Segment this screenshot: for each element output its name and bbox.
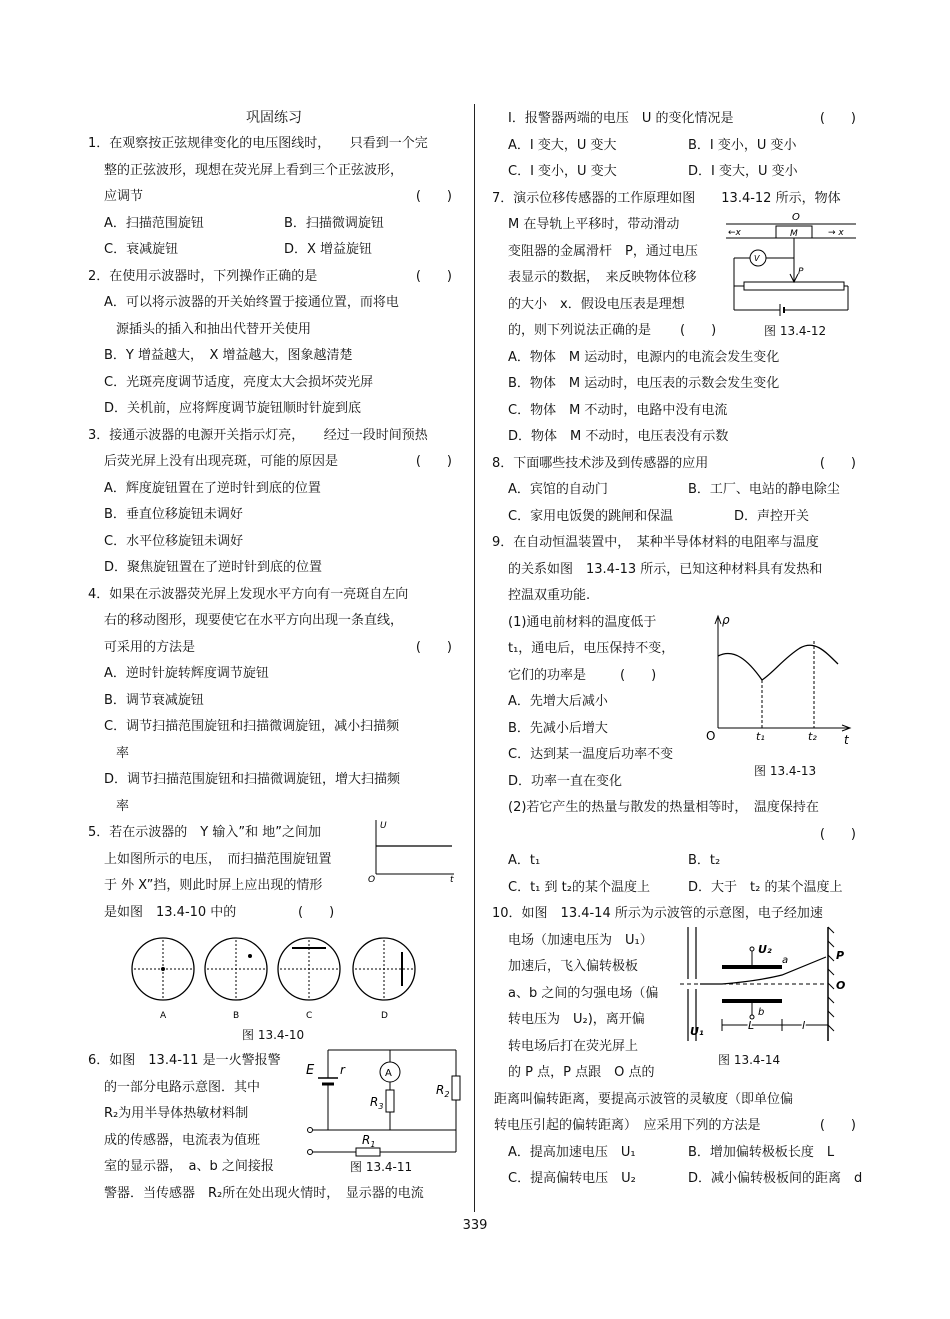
- option-a: A．提高加速电压 U₁: [508, 1144, 636, 1160]
- screen-b: [205, 938, 267, 1021]
- question-3: [88, 423, 460, 582]
- label-t1: t₁: [756, 730, 765, 743]
- option-b: B．Y 增益越大， X 增益越大，图象越清楚: [104, 348, 353, 363]
- question-text: a、b 之间的匀强电场（偏: [508, 985, 659, 1001]
- option-a: A．I 变大，U 变大: [508, 137, 617, 153]
- figure-caption: 图 13.4-14: [718, 1053, 781, 1067]
- label-l: l: [802, 1019, 806, 1032]
- question-text: 表显示的数据， 来反映物体位移: [508, 270, 697, 285]
- sub-question-1: t₁，通电后，电压保持不变，: [508, 641, 675, 656]
- figure-13-4-10: [88, 936, 460, 1048]
- label-u2: U₂: [758, 943, 772, 956]
- label-m: M: [790, 228, 798, 239]
- answer-paren: ( ): [620, 667, 657, 683]
- option-a: A．先增大后减小: [508, 694, 608, 709]
- label-o: O: [792, 211, 800, 223]
- graph-u-label: U: [380, 821, 387, 831]
- label-c: C: [306, 1011, 313, 1021]
- label-b: b: [758, 1007, 765, 1018]
- label-r2: $R_2$: [436, 1083, 450, 1099]
- option-d: D．声控开关: [734, 508, 810, 524]
- option-c: C．家用电饭煲的跳闸和保温: [508, 508, 674, 524]
- label-r1: $R_1$: [362, 1133, 376, 1149]
- option-a: A．物体 M 运动时，电源内的电流会发生变化: [508, 349, 780, 365]
- voltmeter-label: V: [754, 253, 760, 263]
- column-divider: [474, 104, 475, 1212]
- label-r: r: [340, 1063, 345, 1077]
- option-d: D．关机前，应将辉度调节旋钮顺时针旋到底: [104, 401, 362, 416]
- option-c: C．t₁ 到 t₂的某个温度上: [508, 879, 650, 895]
- option-b: B．扫描微调旋钮: [284, 215, 384, 231]
- voltage-graph: [368, 816, 460, 884]
- question-6: [88, 1048, 460, 1208]
- question-8: [492, 451, 864, 531]
- screen-options-figure: [130, 936, 430, 1022]
- question-1: [88, 131, 460, 264]
- question-text: 成的传感器，电流表为值班: [104, 1132, 261, 1148]
- displacement-sensor-figure: [724, 212, 858, 318]
- answer-paren: ( ): [415, 268, 452, 284]
- question-text: 可采用的方法是: [104, 639, 196, 655]
- option-c: C．物体 M 不动时，电路中没有电流: [508, 402, 728, 418]
- option-a: A．辉度旋钮置在了逆时针到底的位置: [104, 480, 321, 496]
- question-10: [492, 901, 864, 1193]
- question-text: 控温双重功能.: [508, 588, 591, 603]
- graph-o-label: O: [368, 875, 376, 884]
- question-2: [88, 264, 460, 423]
- figure-caption: 图 13.4-10: [242, 1028, 305, 1042]
- question-text: 变阻器的金属滑杆 P，通过电压: [508, 243, 698, 259]
- question-text: 距离叫偏转距离，要提高示波管的灵敏度（即单位偏: [494, 1091, 794, 1107]
- question-text: 的，则下列说法正确的是: [508, 323, 652, 338]
- question-text: 的一部分电路示意图．其中: [104, 1079, 261, 1095]
- question-7: [492, 186, 864, 451]
- question-9: [492, 530, 864, 901]
- question-text: 上如图所示的电压， 而扫描范围旋钮置: [104, 851, 332, 867]
- option-b: B．工厂、电站的静电除尘: [688, 482, 840, 497]
- option-d: D．大于 t₂ 的某个温度上: [688, 879, 843, 895]
- sub-question-2: (2)若它产生的热量与散发的热量相等时， 温度保持在: [508, 800, 819, 815]
- option-c: C．光斑亮度调节适度，亮度太大会损坏荧光屏: [104, 374, 374, 390]
- question-text: 后荧光屏上没有出现亮斑，可能的原因是: [104, 454, 339, 469]
- question-text: 8．下面哪些技术涉及到传感器的应用: [492, 455, 709, 471]
- question-text: 转电压引起的偏转距离） 应采用下列的方法是: [494, 1118, 761, 1133]
- question-text: 警器．当传感器 R₂所在处出现火情时， 显示器的电流: [104, 1185, 424, 1201]
- option-a: A．可以将示波器的开关始终置于接通位置，而将电: [104, 295, 399, 310]
- option-b: B．调节衰减旋钮: [104, 692, 204, 708]
- question-text: I．报警器两端的电压 U 的变化情况是: [508, 111, 734, 126]
- option-d: D．功率一直在变化: [508, 773, 623, 789]
- option-a: A．t₁: [508, 853, 541, 868]
- label-u1: U₁: [690, 1025, 704, 1038]
- answer-paren: ( ): [415, 454, 452, 469]
- page-number: 339: [462, 1218, 488, 1233]
- answer-paren: ( ): [298, 904, 335, 920]
- label-x-left: ←x: [728, 227, 741, 238]
- label-e: E: [306, 1063, 315, 1078]
- option-c: C．水平位移旋钮未调好: [104, 533, 244, 549]
- question-text: 应调节: [104, 189, 144, 204]
- question-text: R₂为用半导体热敏材料制: [104, 1106, 249, 1121]
- question-text: 于 外 X”挡，则此时屏上应出现的情形: [104, 878, 323, 893]
- label-b: B: [233, 1011, 240, 1021]
- question-text: 右的移动图形，现要使它在水平方向出现一条直线，: [104, 613, 404, 628]
- screen-a: [132, 938, 194, 1021]
- axis-rho: ρ: [722, 613, 730, 627]
- resistivity-graph: [704, 610, 854, 750]
- option-c: C．达到某一温度后功率不变: [508, 747, 674, 762]
- question-text: 3．接通示波器的电源开关指示灯亮， 经过一段时间预热: [88, 427, 428, 443]
- question-text: 9．在自动恒温装置中， 某种半导体材料的电阻率与温度: [492, 535, 819, 550]
- figure-caption: 图 13.4-13: [754, 764, 817, 778]
- option-b: B．垂直位移旋钮未调好: [104, 507, 243, 522]
- label-x-right: → x: [828, 227, 844, 238]
- label-o: O: [836, 979, 846, 992]
- screen-d: [353, 938, 415, 1021]
- answer-paren: ( ): [819, 826, 856, 842]
- option-d-cont: 率: [116, 798, 130, 814]
- option-c: C．衰减旋钮: [104, 242, 179, 257]
- label-l-cap: L: [748, 1019, 755, 1032]
- axis-origin: O: [706, 729, 716, 743]
- question-text: M 在导轨上平移时，带动滑动: [508, 217, 680, 232]
- sub-question-1: 它们的功率是: [508, 667, 587, 683]
- question-text: 2．在使用示波器时，下列操作正确的是: [88, 268, 318, 284]
- question-text: 1．在观察按正弦规律变化的电压图线时， 只看到一个完: [88, 136, 428, 151]
- figure-caption: 图 13.4-12: [764, 324, 827, 338]
- question-5: [88, 820, 460, 936]
- option-a-cont: 源插头的插入和抽出代替开关使用: [116, 321, 312, 337]
- right-column: [492, 106, 864, 1193]
- question-text: 室的显示器， a、b 之间接报: [104, 1159, 274, 1174]
- question-text: 7．演示位移传感器的工作原理如图 13.4-12 所示，物体: [492, 190, 841, 206]
- question-text: 整的正弦波形，现想在荧光屏上看到三个正弦波形，: [104, 162, 404, 178]
- label-p: P: [836, 949, 845, 962]
- option-a: A．宾馆的自动门: [508, 482, 608, 497]
- left-column: [88, 105, 460, 1208]
- option-b: B．I 变小，U 变小: [688, 137, 797, 153]
- answer-paren: ( ): [819, 1118, 856, 1133]
- option-d: D．减小偏转极板间的距离 d: [688, 1171, 863, 1186]
- option-d: D．调节扫描范围旋钮和扫描微调旋钮，增大扫描频: [104, 772, 401, 787]
- graph-t-label: t: [450, 875, 454, 884]
- option-b: B．t₂: [688, 853, 721, 868]
- option-c-cont: 率: [116, 745, 130, 761]
- section-title: 巩固练习: [246, 110, 302, 126]
- question-text: 10．如图 13.4-14 所示为示波管的示意图，电子经加速: [492, 906, 823, 921]
- option-b: B．物体 M 运动时，电压表的示数会发生变化: [508, 376, 780, 391]
- option-d: D．物体 M 不动时，电压表没有示数: [508, 429, 729, 444]
- label-d: D: [381, 1011, 388, 1021]
- answer-paren: ( ): [415, 189, 452, 204]
- option-a: A．扫描范围旋钮: [104, 215, 204, 231]
- question-text: 的大小 x．假设电压表是理想: [508, 296, 685, 312]
- label-a: a: [782, 955, 789, 966]
- label-a: A: [160, 1011, 167, 1021]
- question-text: 电场（加速电压为 U₁）: [508, 932, 653, 948]
- question-text: 的关系如图 13.4-13 所示，已知这种材料具有发热和: [508, 561, 823, 577]
- question-text: 转电场后打在荧光屏上: [508, 1038, 639, 1054]
- question-text: 6．如图 13.4-11 是一火警报警: [88, 1053, 281, 1068]
- question-text: 的 P 点，P 点跟 O 点的: [508, 1065, 655, 1080]
- axis-t: t: [844, 733, 849, 747]
- question-text: 是如图 13.4-10 中的: [104, 904, 237, 920]
- alarm-circuit-figure: [306, 1040, 462, 1160]
- figure-caption: 图 13.4-11: [350, 1160, 413, 1174]
- ammeter-label: A: [385, 1068, 392, 1079]
- label-p: P: [798, 266, 804, 277]
- question-text: 加速后，飞入偏转极板: [508, 959, 639, 974]
- option-d: D．X 增益旋钮: [284, 242, 373, 257]
- option-d: D．I 变大，U 变小: [688, 164, 798, 179]
- oscilloscope-tube-figure: [678, 923, 858, 1047]
- option-c: C．调节扫描范围旋钮和扫描微调旋钮，减小扫描频: [104, 719, 400, 734]
- question-text: 5．若在示波器的 Y 输入”和 地”之间加: [88, 825, 321, 840]
- label-r3: $R_3$: [370, 1095, 384, 1111]
- option-a: A．逆时针旋转辉度调节旋钮: [104, 666, 269, 681]
- answer-paren: ( ): [415, 639, 452, 655]
- question-text: 转电压为 U₂)，离开偏: [508, 1012, 645, 1027]
- answer-paren: ( ): [819, 455, 856, 471]
- label-t2: t₂: [808, 730, 817, 743]
- option-b: B．增加偏转极板长度 L: [688, 1144, 835, 1160]
- option-c: C．提高偏转电压 U₂: [508, 1171, 636, 1186]
- question-4: [88, 582, 460, 821]
- option-b: B．先减小后增大: [508, 720, 608, 736]
- option-c: C．I 变小，U 变大: [508, 164, 617, 179]
- answer-paren: ( ): [819, 111, 856, 126]
- answer-paren: ( ): [680, 323, 717, 338]
- option-d: D．聚焦旋钮置在了逆时针到底的位置: [104, 560, 323, 575]
- sub-question-1: (1)通电前材料的温度低于: [508, 614, 657, 630]
- question-6-cont: [492, 106, 864, 186]
- screen-c: [278, 938, 340, 1021]
- question-text: 4．如果在示波器荧光屏上发现水平方向有一亮斑自左向: [88, 586, 409, 602]
